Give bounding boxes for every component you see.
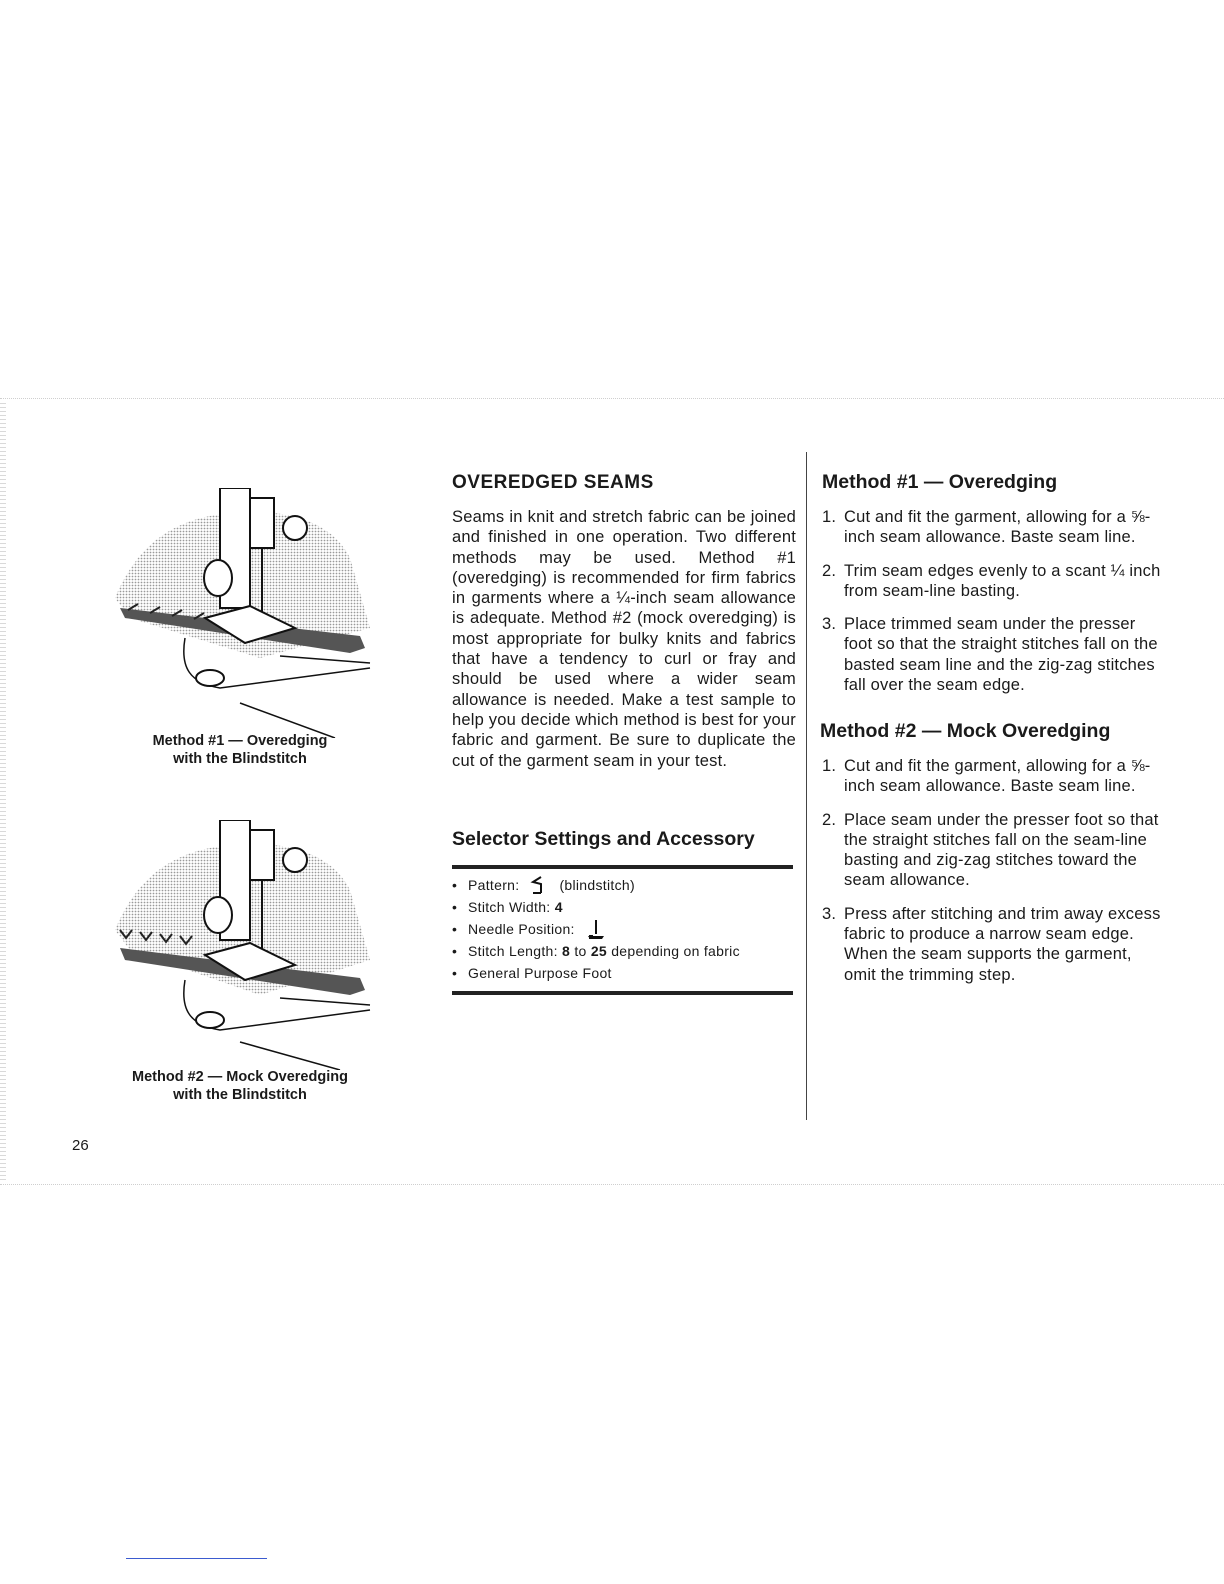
list-item: 2. Trim seam edges evenly to a scant ¼ inch from seam-line basting. xyxy=(822,561,1161,600)
scan-artifact-blue-line xyxy=(126,1558,267,1559)
illustration-overedging xyxy=(110,488,375,738)
settings-heading: Selector Settings and Accessory xyxy=(452,828,755,850)
settings-top-rule xyxy=(452,865,793,869)
bullet-icon: • xyxy=(452,921,458,937)
scan-artifact-top xyxy=(0,398,1224,400)
method-2-steps xyxy=(822,756,1168,998)
scan-artifact-left-edge xyxy=(0,400,6,1180)
page-title: OVEREDGED SEAMS xyxy=(452,472,654,493)
illustration-2-caption: Method #2 — Mock Overedging with the Blindstitch xyxy=(132,1069,348,1103)
column-divider xyxy=(806,452,807,1120)
setting-stitch-width: • Stitch Width: 4 xyxy=(452,896,797,918)
list-item: 3. Place trimmed seam under the presser foot so that the straight stitches fall on the basted seam line and the zig-zag stitches fall over the seam edge. xyxy=(822,615,1158,695)
illustration-mock-overedging xyxy=(110,820,375,1070)
settings-bottom-rule xyxy=(452,991,793,995)
list-item: 3. Press after stitching and trim away excess fabric to produce a narrow seam edge. When the seam supports the garment, omit the trimming step. xyxy=(822,904,1161,984)
method-2-heading: Method #2 — Mock Overedging xyxy=(820,720,1111,742)
settings-list xyxy=(452,874,797,984)
page-number: 26 xyxy=(72,1137,89,1154)
setting-stitch-length: • Stitch Length: 8 to 25 depending on fabric xyxy=(452,940,797,962)
illustration-1-caption: Method #1 — Overedging with the Blindstitch xyxy=(152,733,328,767)
list-item: 1. Cut and fit the garment, allowing for a ⅝-inch seam allowance. Baste seam line. xyxy=(822,757,1151,796)
bullet-icon: • xyxy=(452,899,458,915)
list-item: 2. Place seam under the presser foot so that the straight stitches fall on the seam-line basting and zig-zag stitches toward the seam allowance. xyxy=(822,810,1159,890)
method-1-heading: Method #1 — Overedging xyxy=(822,471,1058,493)
bullet-icon: • xyxy=(452,877,458,893)
list-item: 1. Cut and fit the garment, allowing for a ⅝-inch seam allowance. Baste seam line. xyxy=(822,508,1151,547)
bullet-icon: • xyxy=(452,965,458,981)
method-1-steps xyxy=(822,507,1168,708)
setting-needle-position: • Needle Position: xyxy=(452,918,797,940)
setting-foot: • General Purpose Foot xyxy=(452,962,797,984)
intro-paragraph: Seams in knit and stretch fabric can be joined and finished in one operation. Two different methods may be used. Method #1 (overedging) is recommended for firm fabrics in garments where a ¼-inch seam allowance is adequate. Method #2 (mock overedging) is most appropriate for bulky knits and fabrics that have a tendency to curl or fray and should be used where a wider seam allowance is needed. Make a test sample to help you decide which method is best for your fabric and garment. Be sure to duplicate the cut of the garment seam in your test. xyxy=(452,508,796,770)
bullet-icon: • xyxy=(452,943,458,959)
blindstitch-icon xyxy=(527,874,549,896)
setting-pattern: • Pattern: (blindstitch) xyxy=(452,874,797,896)
needle-position-left-icon xyxy=(585,918,607,940)
scan-artifact-bottom xyxy=(0,1184,1224,1186)
